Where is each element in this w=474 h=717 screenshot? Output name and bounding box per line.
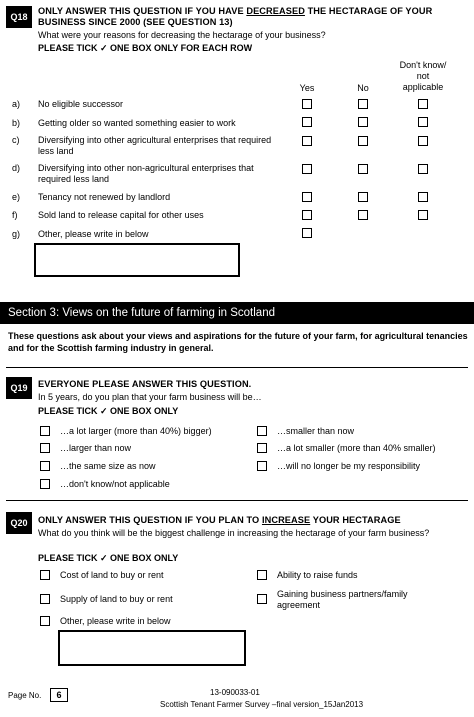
q18-row-c-letter: c) <box>12 135 20 145</box>
q20-tick-note: PLEASE TICK ✓ ONE BOX ONLY <box>38 553 179 563</box>
q18-row-f-yes-checkbox[interactable] <box>302 210 312 220</box>
q19-option-lot-smaller: …a lot smaller (more than 40% smaller) <box>277 443 436 453</box>
section3-intro: These questions ask about your views and aspirations for the future of your farm, for agricultural tenancies and for the Scottish farming industry in general. <box>8 331 468 353</box>
section3-divider <box>6 367 468 368</box>
q18-row-e-yes-checkbox[interactable] <box>302 192 312 202</box>
q20-option-partners: Gaining business partners/family agreement <box>277 589 408 610</box>
q19-option-larger-checkbox[interactable] <box>40 443 50 453</box>
q20-option-cost: Cost of land to buy or rent <box>60 570 164 580</box>
q20-option-other-checkbox[interactable] <box>40 616 50 626</box>
q18-row-e-letter: e) <box>12 192 21 202</box>
q18-row-c-dontknow-checkbox[interactable] <box>418 136 428 146</box>
q19-tick-note: PLEASE TICK ✓ ONE BOX ONLY <box>38 406 179 416</box>
q18-row-f-text: Sold land to release capital for other uses <box>38 210 204 220</box>
q18-col-yes: Yes <box>299 83 315 93</box>
q18-row-b-dontknow-checkbox[interactable] <box>418 117 428 127</box>
q19-option-lot-larger: …a lot larger (more than 40%) bigger) <box>60 426 212 436</box>
q18-row-d-letter: d) <box>12 163 21 173</box>
q19-divider <box>6 500 468 501</box>
q18-row-a-dontknow-checkbox[interactable] <box>418 99 428 109</box>
q18-row-a-yes-checkbox[interactable] <box>302 99 312 109</box>
q18-row-d-text: Diversifying into other non-agricultural enterprises that required less land <box>38 163 254 184</box>
q18-row-e-dontknow-checkbox[interactable] <box>418 192 428 202</box>
footer-page-label: Page No. <box>8 691 42 700</box>
q20-question: What do you think will be the biggest challenge in increasing the hectarage of your farm business? <box>38 528 430 538</box>
q18-row-b-letter: b) <box>12 118 21 128</box>
q18-row-f-letter: f) <box>12 210 18 220</box>
q18-row-g-yes-checkbox[interactable] <box>302 228 312 238</box>
q18-col-no: No <box>357 83 369 93</box>
q20-badge: Q20 <box>6 512 32 534</box>
footer-code: 13-090033-01 <box>210 688 260 697</box>
q20-instruction-emph: INCREASE <box>261 515 311 525</box>
q19-option-lot-smaller-checkbox[interactable] <box>257 443 267 453</box>
q18-row-e-no-checkbox[interactable] <box>358 192 368 202</box>
q19-option-smaller: …smaller than now <box>277 426 355 436</box>
q20-instruction-pre: ONLY ANSWER THIS QUESTION IF YOU PLAN TO <box>38 515 262 525</box>
q18-row-d-no-checkbox[interactable] <box>358 164 368 174</box>
q18-row-a-text: No eligible successor <box>38 99 124 109</box>
q19-option-no-longer-checkbox[interactable] <box>257 461 267 471</box>
footer-title: Scottish Tenant Farmer Survey –final version_15Jan2013 <box>160 700 364 709</box>
q20-option-other: Other, please write in below <box>60 616 171 626</box>
q18-row-a-letter: a) <box>12 99 21 109</box>
q18-row-b-yes-checkbox[interactable] <box>302 117 312 127</box>
q20-option-supply: Supply of land to buy or rent <box>60 594 173 604</box>
q20-option-partners-checkbox[interactable] <box>257 594 267 604</box>
q18-other-write-in-box[interactable] <box>34 243 240 277</box>
q18-col-dontknow: Don't know/ not applicable <box>399 60 447 92</box>
q20-instruction <box>38 515 401 525</box>
q20-option-supply-checkbox[interactable] <box>40 594 50 604</box>
q19-option-larger: …larger than now <box>60 443 132 453</box>
q20-option-funds-checkbox[interactable] <box>257 570 267 580</box>
q20-other-write-in-box[interactable] <box>58 630 246 666</box>
q18-instruction-line2: BUSINESS SINCE 2000 (SEE QUESTION 13) <box>38 17 233 27</box>
q20-option-funds: Ability to raise funds <box>277 570 358 580</box>
q19-option-dontknow: …don't know/not applicable <box>60 479 170 489</box>
q19-badge: Q19 <box>6 377 32 399</box>
q18-instruction-emph: DECREASED <box>246 6 305 16</box>
q19-question: In 5 years, do you plan that your farm business will be… <box>38 392 262 402</box>
q18-row-a-no-checkbox[interactable] <box>358 99 368 109</box>
q19-option-same: …the same size as now <box>60 461 156 471</box>
q18-row-b-no-checkbox[interactable] <box>358 117 368 127</box>
q18-row-c-no-checkbox[interactable] <box>358 136 368 146</box>
footer-page-number: 6 <box>50 688 68 702</box>
q18-row-e-text: Tenancy not renewed by landlord <box>38 192 171 202</box>
q18-instruction <box>38 6 468 28</box>
q18-row-b-text: Getting older so wanted something easier to work <box>38 118 236 128</box>
q19-option-dontknow-checkbox[interactable] <box>40 479 50 489</box>
q18-row-g-letter: g) <box>12 229 21 239</box>
q18-tick-note: PLEASE TICK ✓ ONE BOX ONLY FOR EACH ROW <box>38 43 253 53</box>
q18-question: What were your reasons for decreasing the hectarage of your business? <box>38 30 326 40</box>
q19-option-same-checkbox[interactable] <box>40 461 50 471</box>
q18-row-f-dontknow-checkbox[interactable] <box>418 210 428 220</box>
q19-instruction: EVERYONE PLEASE ANSWER THIS QUESTION. <box>38 379 252 389</box>
section3-title: Section 3: Views on the future of farming in Scotland <box>0 302 474 324</box>
q18-badge: Q18 <box>6 6 32 28</box>
q19-option-smaller-checkbox[interactable] <box>257 426 267 436</box>
q18-row-g-text: Other, please write in below <box>38 229 149 239</box>
q19-option-lot-larger-checkbox[interactable] <box>40 426 50 436</box>
q18-row-c-text: Diversifying into other agricultural enterprises that required less land <box>38 135 272 156</box>
q19-option-no-longer: …will no longer be my responsibility <box>277 461 421 471</box>
q20-instruction-post: YOUR HECTARAGE <box>310 515 401 525</box>
q18-row-d-yes-checkbox[interactable] <box>302 164 312 174</box>
q18-instruction-post: THE HECTARAGE OF YOUR <box>304 6 433 16</box>
q18-row-f-no-checkbox[interactable] <box>358 210 368 220</box>
q20-option-cost-checkbox[interactable] <box>40 570 50 580</box>
q18-row-d-dontknow-checkbox[interactable] <box>418 164 428 174</box>
q18-instruction-pre: ONLY ANSWER THIS QUESTION IF YOU HAVE <box>38 6 247 16</box>
q18-row-c-yes-checkbox[interactable] <box>302 136 312 146</box>
